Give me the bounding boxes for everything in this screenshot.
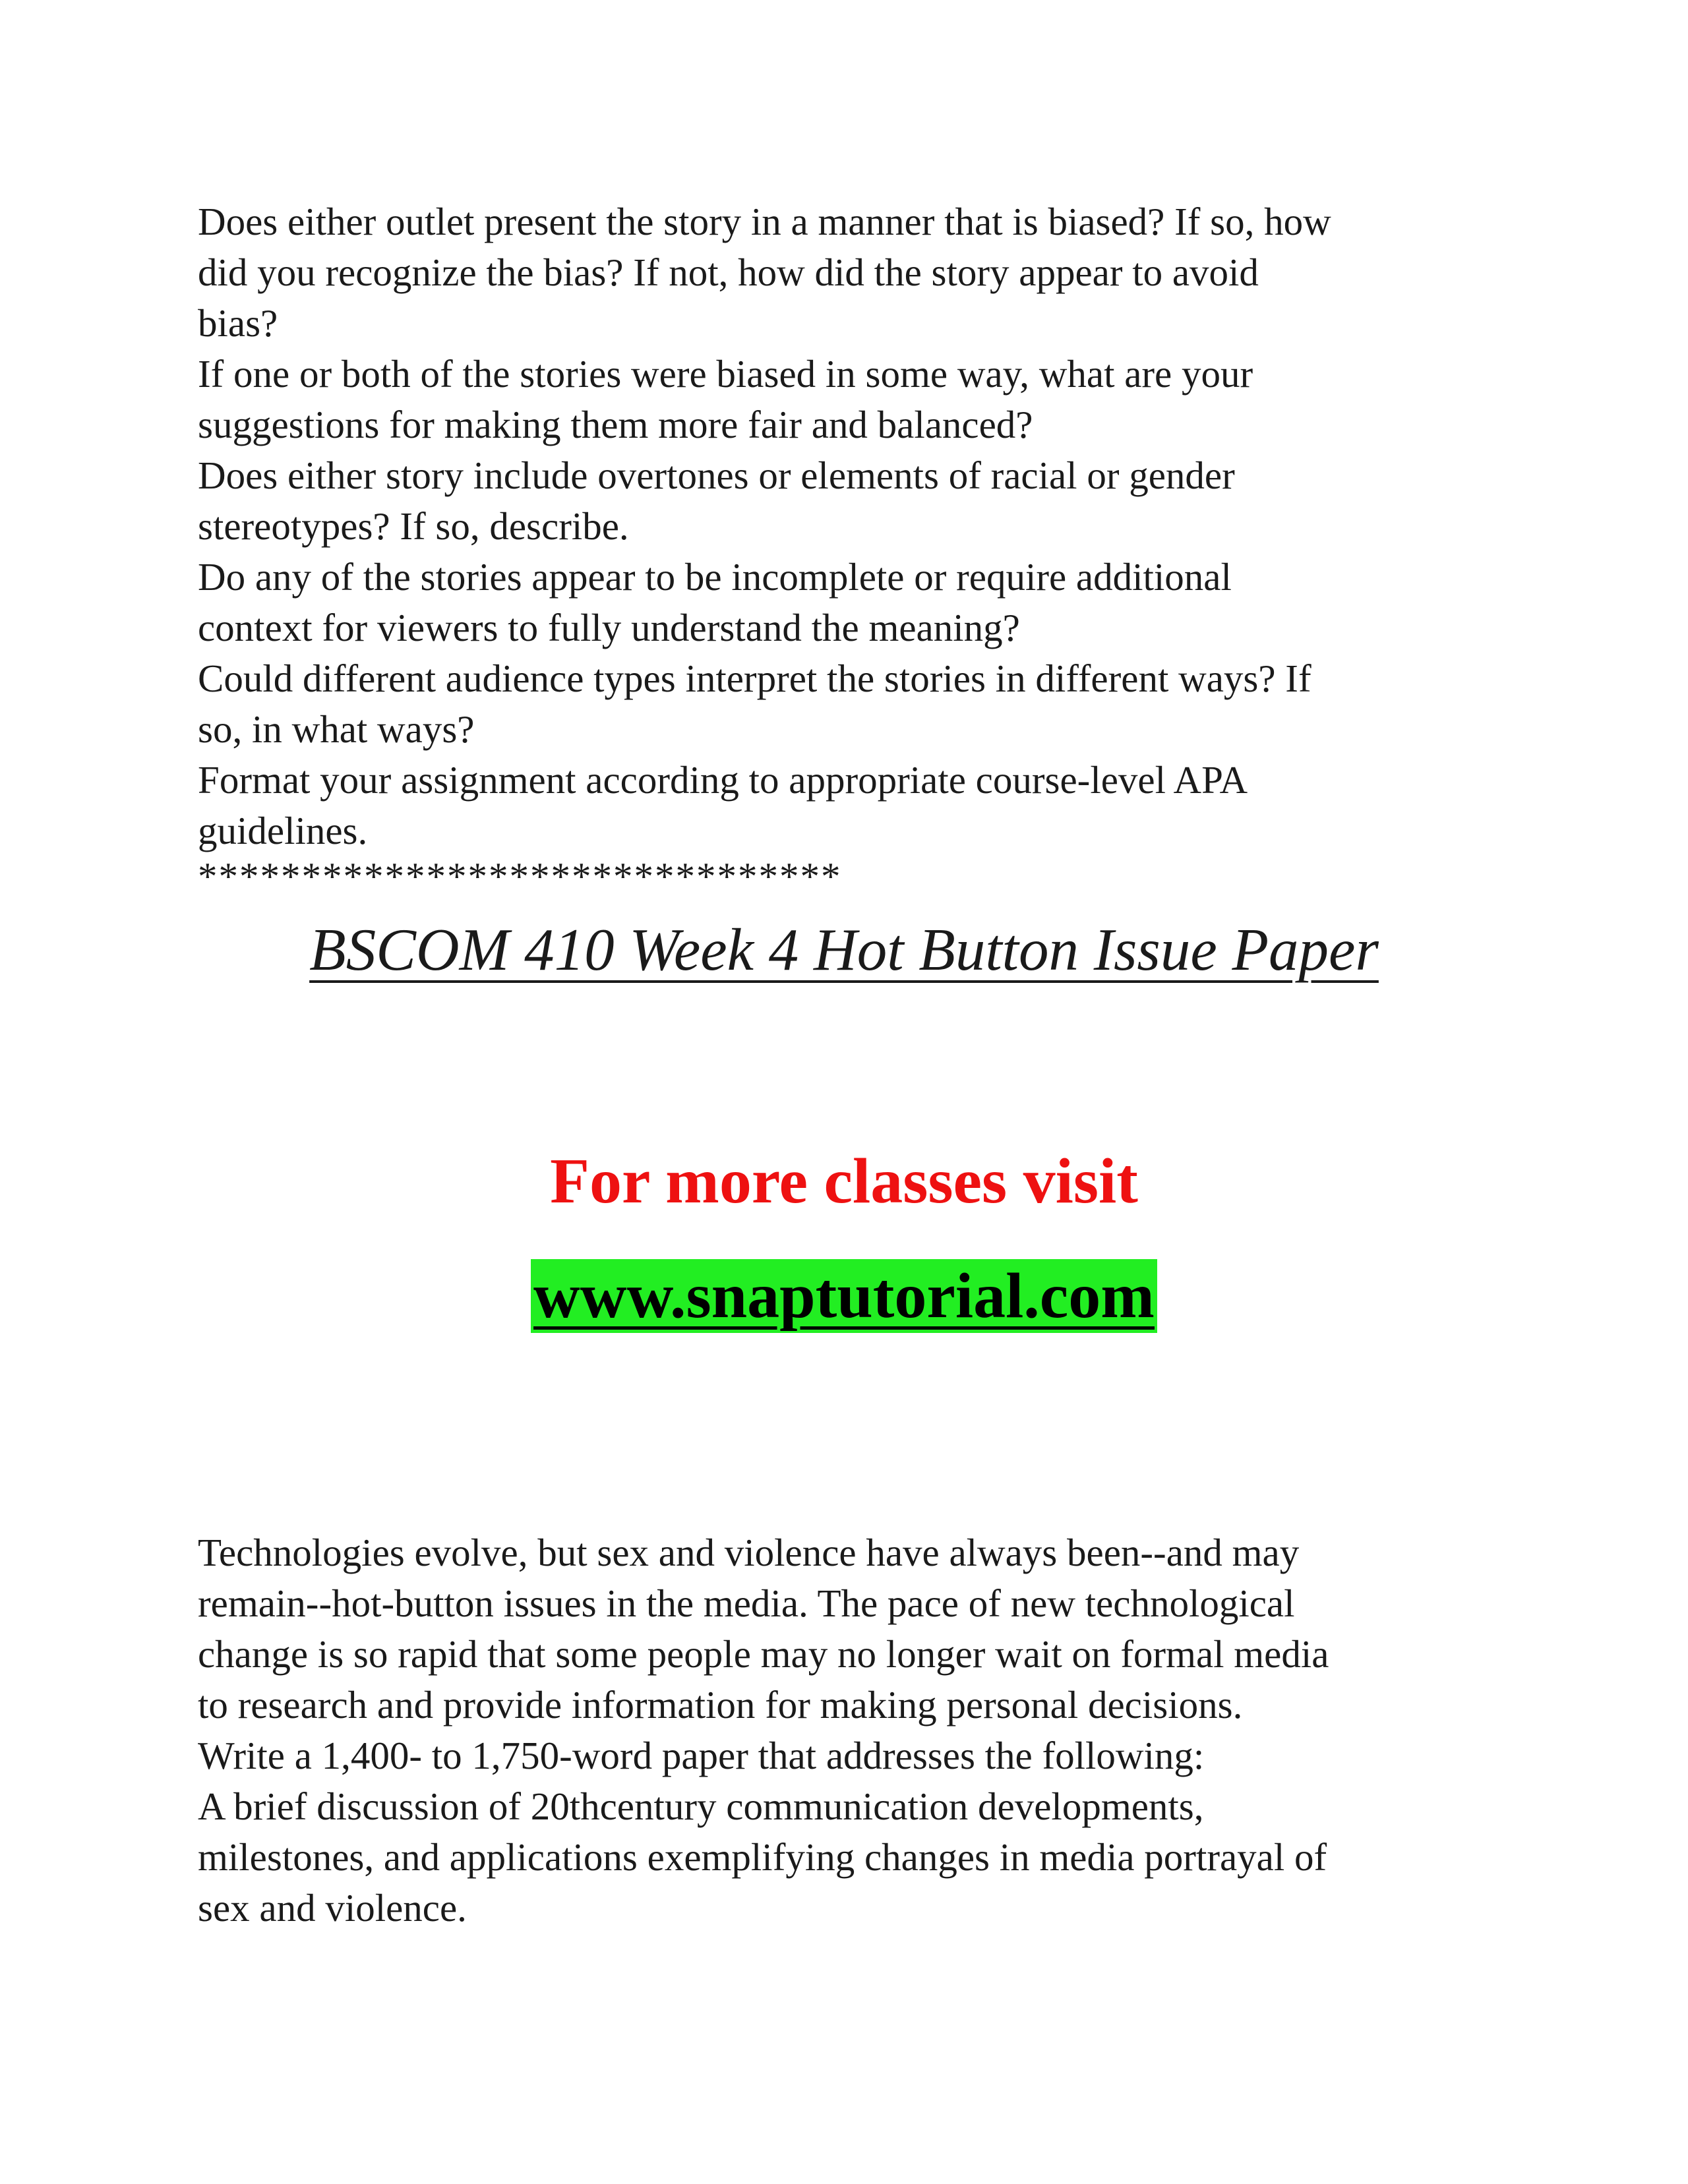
page-title: BSCOM 410 Week 4 Hot Button Issue Paper — [309, 916, 1379, 983]
text-line: sex and violence. — [198, 1886, 467, 1930]
promo-link[interactable]: www.snaptutorial.com — [531, 1259, 1157, 1333]
text-line: Does either outlet present the story in a manner that is biased? If so, how — [198, 200, 1331, 243]
promo-link-container — [0, 1259, 1688, 1333]
text-line: Does either story include overtones or elements of racial or gender — [198, 454, 1235, 497]
text-line: Could different audience types interpret the stories in different ways? If — [198, 657, 1311, 700]
text-line: A brief discussion of 20thcentury communication developments, — [198, 1785, 1204, 1828]
text-line: If one or both of the stories were biased in some way, what are your — [198, 352, 1253, 396]
text-line: bias? — [198, 301, 278, 345]
text-line: Write a 1,400- to 1,750-word paper that addresses the following: — [198, 1734, 1205, 1777]
text-line: Format your assignment according to appropriate course-level APA — [198, 758, 1248, 802]
text-line: context for viewers to fully understand the meaning? — [198, 606, 1020, 649]
text-line: so, in what ways? — [198, 707, 475, 751]
text-line: remain--hot-button issues in the media. The pace of new technological — [198, 1581, 1295, 1625]
text-line: change is so rapid that some people may no longer wait on formal media — [198, 1632, 1329, 1676]
text-line: Technologies evolve, but sex and violence have always been--and may — [198, 1531, 1300, 1574]
promo-text: For more classes visit — [550, 1146, 1138, 1217]
text-line: Do any of the stories appear to be incomplete or require additional — [198, 555, 1232, 599]
text-line: milestones, and applications exemplifying changes in media portrayal of — [198, 1835, 1327, 1879]
assignment-description — [198, 1527, 1490, 1933]
assignment-questions — [198, 196, 1490, 856]
text-line: to research and provide information for making personal decisions. — [198, 1683, 1243, 1727]
text-line: suggestions for making them more fair and balanced? — [198, 403, 1033, 446]
text-line: did you recognize the bias? If not, how did the story appear to avoid — [198, 251, 1259, 294]
text-line: stereotypes? If so, describe. — [198, 504, 629, 548]
separator-stars: ******************************* — [198, 854, 842, 898]
text-line: guidelines. — [198, 809, 368, 852]
